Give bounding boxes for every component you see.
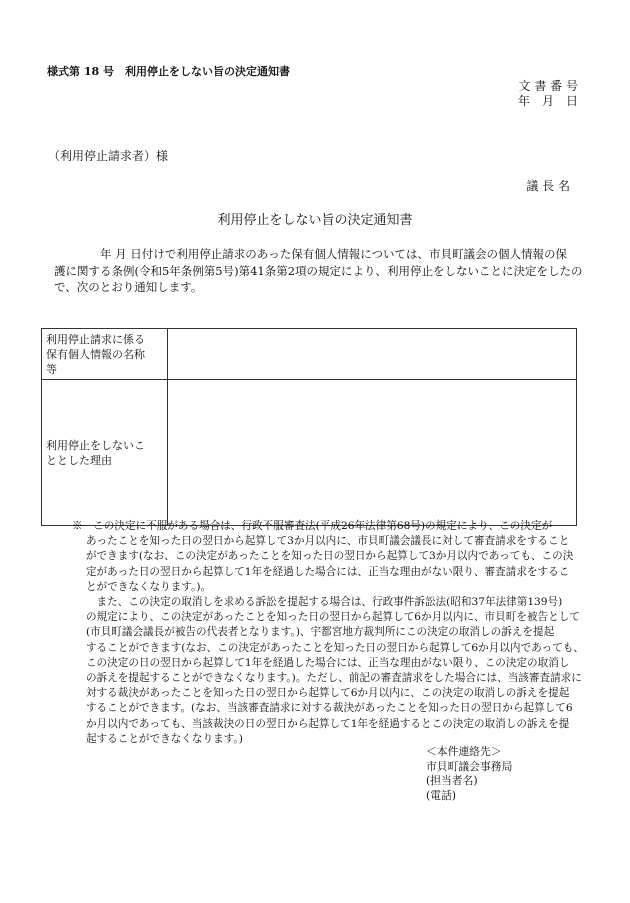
table-label-cell xyxy=(42,329,168,380)
note-line: することができます(なお、この決定があったことを知った日の翌日から起算して6か月以内であっても、 xyxy=(72,641,584,654)
table-label-line: ととした理由 xyxy=(46,453,112,467)
note-line: の規定により、この決定があったことを知った日の翌日から起算して6か月以内に、市貝町を被告として xyxy=(72,611,580,624)
chair-name-label: 議 長 名 xyxy=(526,179,570,193)
contact-office: 市貝町議会事務局 xyxy=(426,759,513,773)
note-line: ができます(なお、この決定があったことを知った日の翌日から起算して3か月以内であっても、この決 xyxy=(72,550,574,563)
note-line: あったことを知った日の翌日から起算して3か月以内に、市貝町議会議長に対して審査請求をすること xyxy=(72,535,570,548)
note-line: 起することができなくなります。) xyxy=(72,732,243,745)
contact-block xyxy=(426,745,512,803)
body-line: で、次のとおり通知します。 xyxy=(54,280,203,294)
notes-block xyxy=(72,519,584,747)
table-label-line: 利用停止をしないこ xyxy=(46,438,145,452)
form-id: 様式第 18 号 利用停止をしない旨の決定通知書 xyxy=(47,65,290,78)
table-label-line: 保有個人情報の名称 xyxy=(46,347,145,361)
note-line: することができます。(なお、当該審査請求に対する裁決があったことを知った日の翌日から起算して6 xyxy=(72,702,573,715)
note-line: の訴えを提起することができなくなります。)。ただし、前記の審査請求をした場合には、当該審査請求に xyxy=(72,672,582,685)
table-label-line: 利用停止請求に係る xyxy=(46,332,145,346)
note-line: か月以内であっても、当該裁決の日の翌日から起算して1年を経過するとこの決定の取消しの訴えを提 xyxy=(72,717,570,730)
note-line: また、この決定の取消しを求める訴訟を提起する場合は、行政事件訴訟法(昭和37年法律第139号) xyxy=(72,596,563,609)
note-line: ※ この決定に不服がある場合は、行政不服審査法(平成26年法律第68号)の規定により、この決定が xyxy=(72,520,553,532)
contact-phone: (電話) xyxy=(426,788,457,802)
note-line: (市貝町議会議長が被告の代表者となります。)、宇都宮地方裁判所にこの決定の取消しの訴えを提起 xyxy=(72,626,555,639)
info-table xyxy=(41,328,577,526)
document-number-block xyxy=(518,79,578,109)
note-line: 定があった日の翌日から起算して1年を経過した場合には、正当な理由がない限り、審査請求をするこ xyxy=(72,565,570,578)
body-paragraph xyxy=(54,246,594,296)
body-line: 護に関する条例(令和5年条例第5号)第41条第2項の規定により、利用停止をしないことに決定をしたの xyxy=(54,263,583,278)
contact-person: (担当者名) xyxy=(426,774,478,787)
table-row xyxy=(42,380,577,526)
note-line: とができなくなります。)。 xyxy=(72,580,212,593)
body-line: 年 月 日付けで利用停止請求のあった保有個人情報については、市貝町議会の個人情報の保 xyxy=(54,247,567,261)
note-line: 対する裁決があったことを知った日の翌日から起算して6か月以内に、この決定の取消しの訴えを提起 xyxy=(72,687,570,700)
table-label-line: 等 xyxy=(46,362,57,376)
contact-heading: ＜本件連絡先＞ xyxy=(426,745,502,758)
date-label: 年 月 日 xyxy=(517,94,578,108)
table-label-cell xyxy=(42,380,168,526)
table-row xyxy=(42,329,577,380)
table-value-cell xyxy=(168,380,577,526)
table-value-cell xyxy=(168,329,577,380)
document-number-label: 文 書 番 号 xyxy=(518,79,578,93)
document-title: 利用停止をしない旨の決定通知書 xyxy=(217,213,413,228)
note-line: この決定の日の翌日から起算して1年を経過した場合には、正当な理由がない限り、この決定の取消し xyxy=(72,656,570,669)
recipient: （利用停止請求者）様 xyxy=(48,149,169,163)
